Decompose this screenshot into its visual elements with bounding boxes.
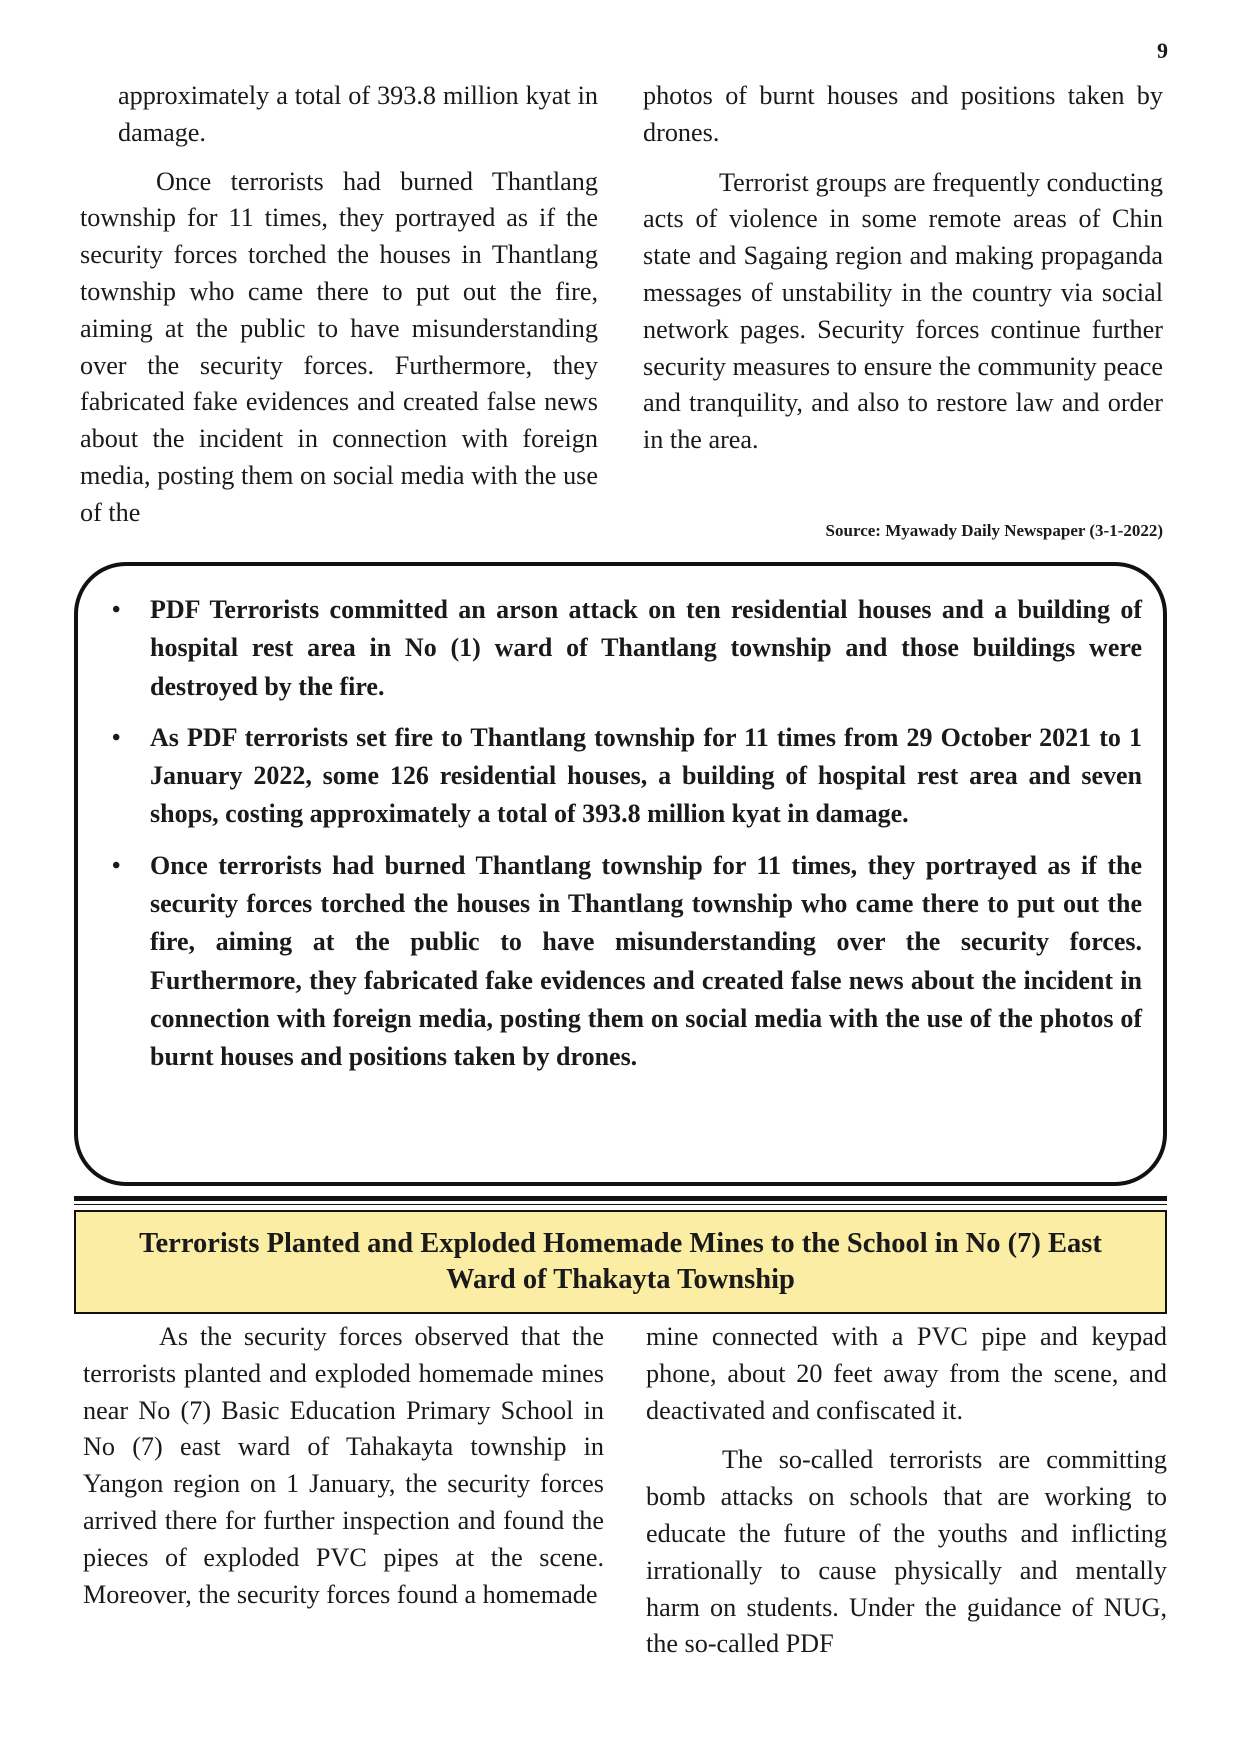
article-headline-box	[74, 1210, 1167, 1314]
section-divider	[74, 1196, 1167, 1201]
section-divider-thin	[74, 1204, 1167, 1205]
top-left-column	[80, 78, 598, 545]
summary-item-text: Once terrorists had burned Thantlang township for 11 times, they portrayed as if the security forces torched the houses in Thantlang township who came there to put out the fire, aiming at the public to have misunderstanding over the security forces. Furthermore, they fabricated fake evidences and created false news about the incident in connection with foreign media, posting them on social media with the use of the photos of burnt houses and positions taken by drones.	[150, 850, 1142, 1072]
paragraph-continued: approximately a total of 393.8 million kyat in damage.	[118, 81, 598, 147]
headline-line-1: Terrorists Planted and Exploded Homemade Mines to the School in No (7) East	[139, 1228, 1102, 1259]
headline-line-2: Ward of Thakayta Township	[446, 1264, 795, 1295]
summary-item	[108, 847, 1142, 1077]
summary-item-text: As PDF terrorists set fire to Thantlang township for 11 times from 29 October 2021 to 1 January 2022, some 126 residential houses, a building of hospital rest area and seven shops, costing approximately a total of 393.8 million kyat in damage.	[150, 722, 1142, 829]
paragraph-continued: photos of burnt houses and positions taken by drones.	[643, 81, 1163, 147]
top-right-column	[643, 78, 1163, 472]
paragraph-continued: mine connected with a PVC pipe and keypad phone, about 20 feet away from the scene, and deactivated and confiscated it.	[646, 1322, 1167, 1425]
bottom-right-column	[646, 1319, 1167, 1676]
article-headline	[123, 1226, 1118, 1298]
paragraph: Once terrorists had burned Thantlang township for 11 times, they portrayed as if the security forces torched the houses in Thantlang township who came there to put out the fire, aiming at the public to have misunderstanding over the security forces. Furthermore, they fabricated fake evidences and created false news about the incident in connection with foreign media, posting them on social media with the use of the	[80, 166, 598, 527]
summary-item	[108, 719, 1142, 834]
paragraph: As the security forces observed that the terrorists planted and exploded homemade mines near No (7) Basic Education Primary School in No (7) east ward of Tahakayta township in Yangon region on 1 January, the security forces arrived there for further inspection and found the pieces of exploded PVC pipes at the scene. Moreover, the security forces found a homemade	[83, 1322, 604, 1609]
bottom-left-column	[83, 1319, 604, 1626]
summary-list	[108, 591, 1142, 1090]
summary-item	[108, 591, 1142, 706]
summary-item-text: PDF Terrorists committed an arson attack on ten residential houses and a building of hospital rest area in No (1) ward of Thantlang township and those buildings were destroyed by the fire.	[150, 595, 1142, 701]
bullet-icon: •	[112, 724, 121, 751]
summary-box	[74, 562, 1167, 1186]
source-citation: Source: Myawady Daily Newspaper (3-1-2022)	[825, 521, 1163, 540]
page-number: 9	[1157, 38, 1168, 63]
bullet-icon: •	[112, 597, 121, 623]
paragraph: The so-called terrorists are committing bomb attacks on schools that are working to educate the future of the youths and inflicting irrationally to cause physically and mentally harm on students. Under the guidance of NUG, the so-called PDF	[646, 1445, 1167, 1659]
bullet-icon: •	[112, 852, 121, 879]
paragraph: Terrorist groups are frequently conducting acts of violence in some remote areas of Chin state and Sagaing region and making propaganda messages of unstability in the country via social network pages. Security forces continue further security measures to ensure the community peace and tranquility, and also to restore law and order in the area.	[643, 167, 1163, 455]
